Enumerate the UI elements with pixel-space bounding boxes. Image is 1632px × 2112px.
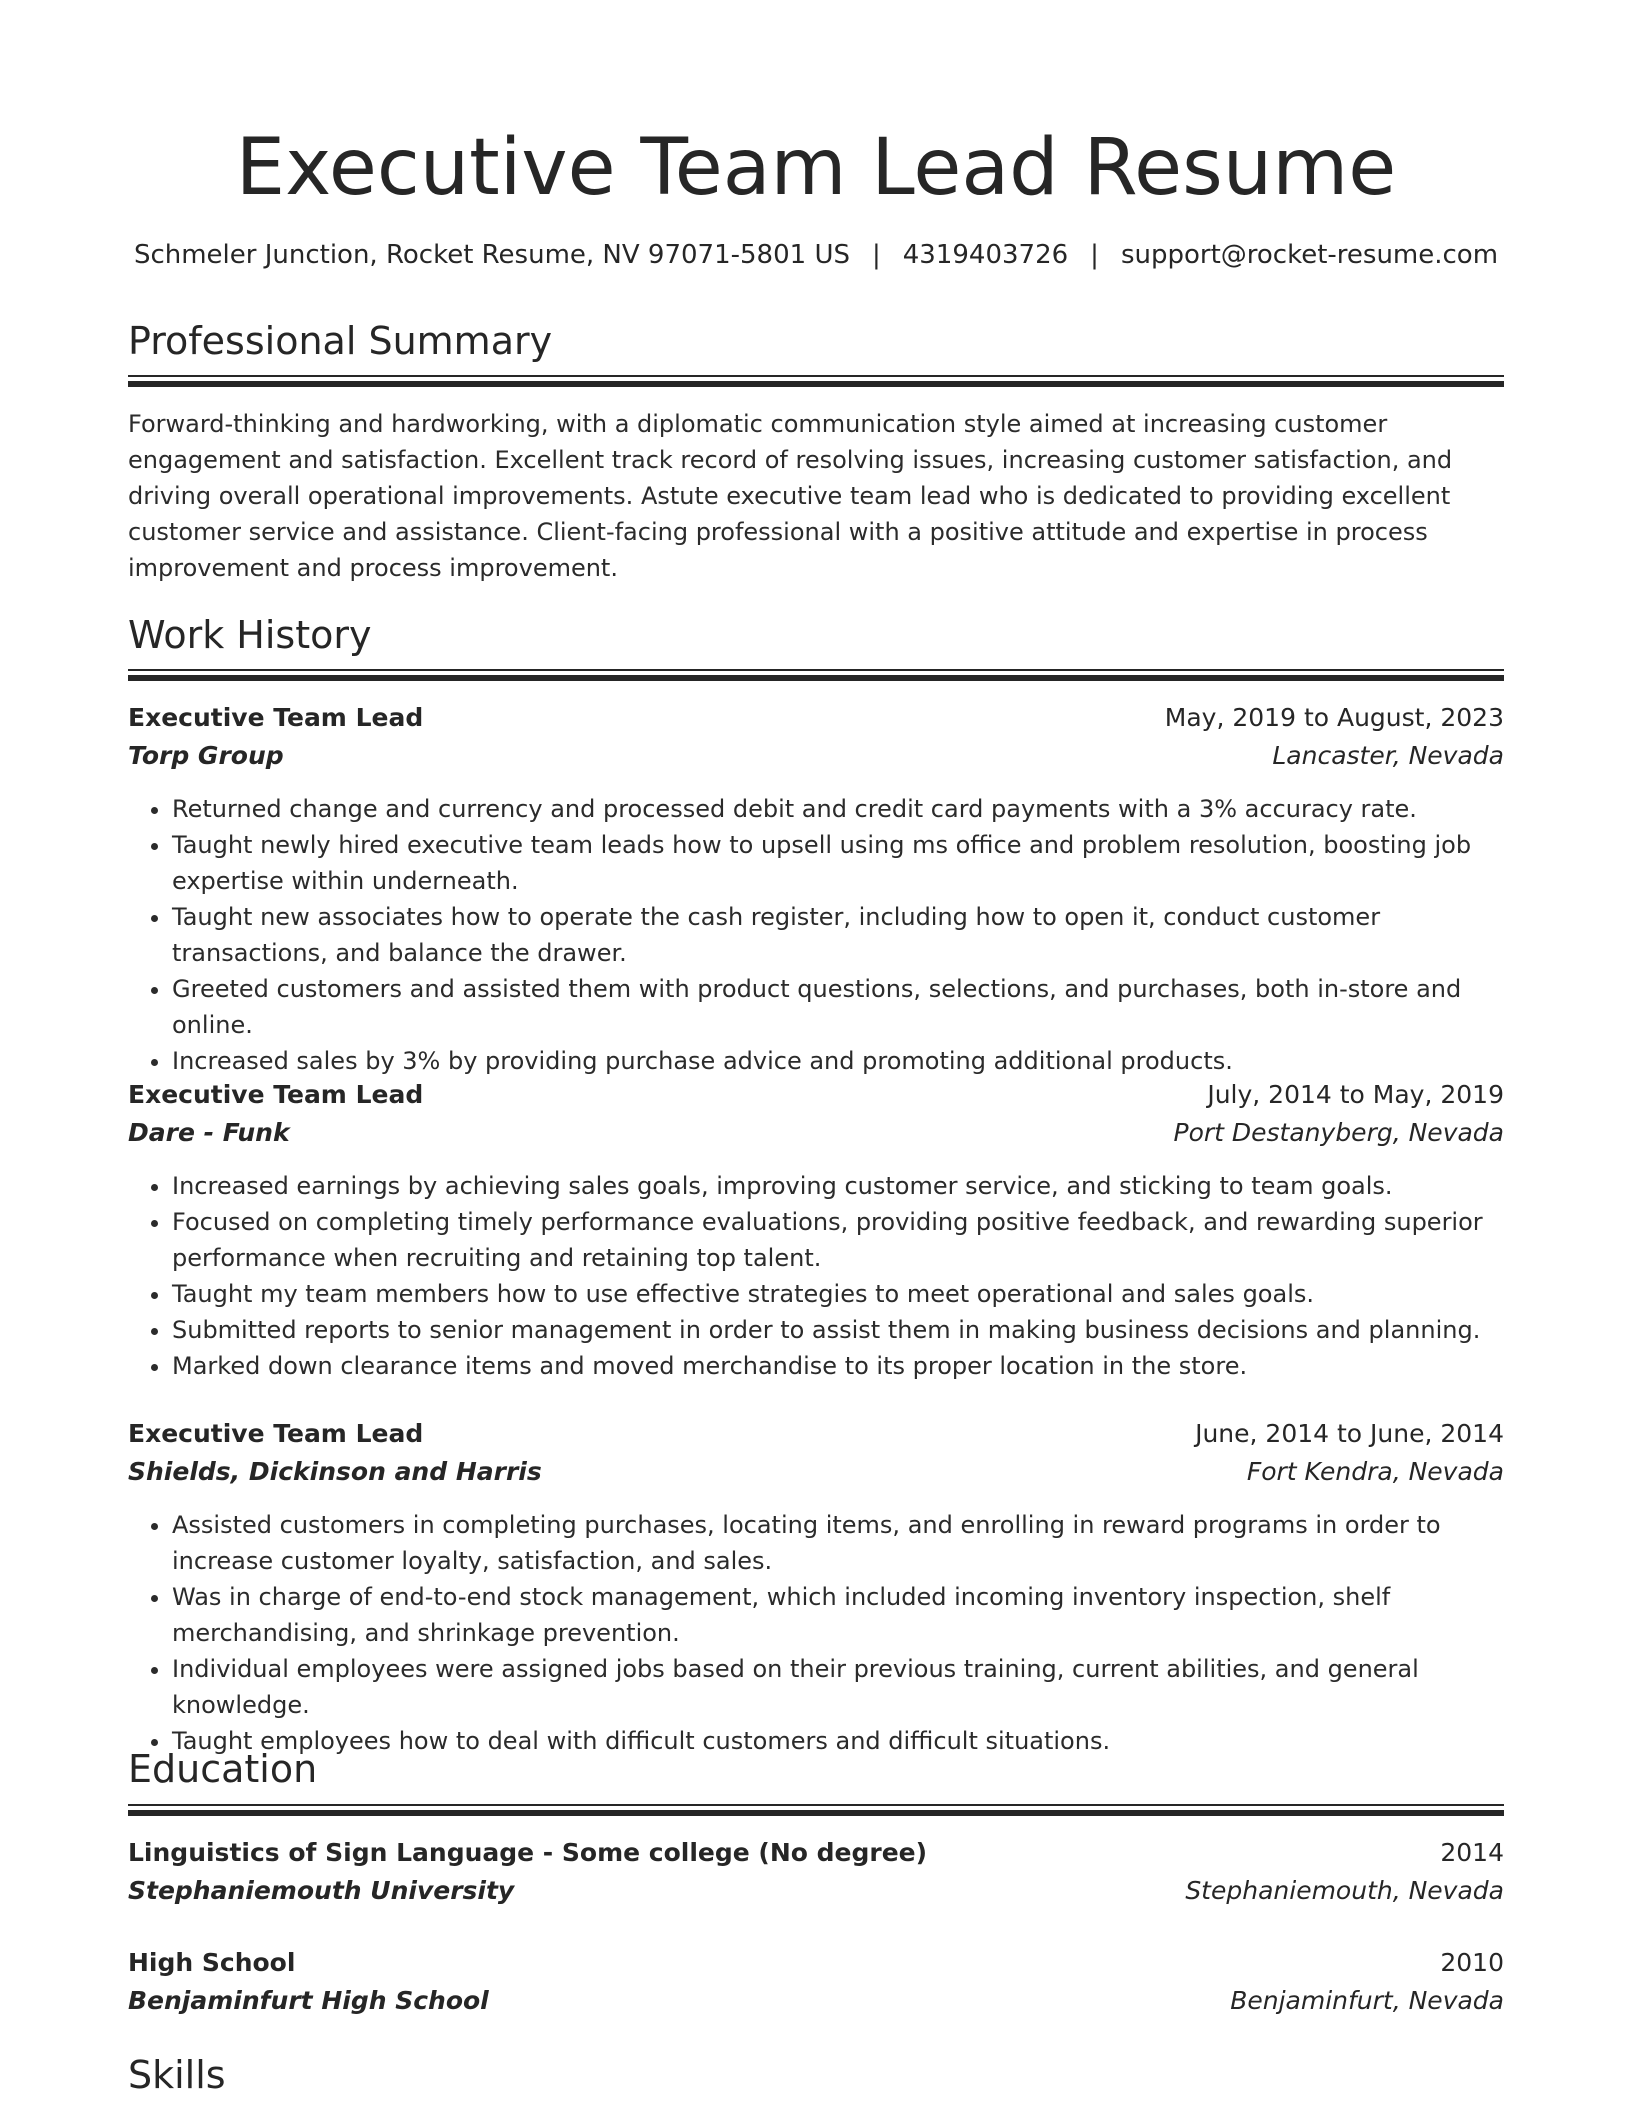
section-divider [128, 675, 1504, 681]
education-school: Stephaniemouth University [128, 1876, 515, 1905]
job-title: Executive Team Lead [128, 1080, 424, 1109]
job-entry [128, 1076, 1504, 1384]
education-location: Stephaniemouth, Nevada [1185, 1876, 1504, 1905]
job-title: Executive Team Lead [128, 703, 424, 732]
education-degree: Linguistics of Sign Language - Some college (No degree) [128, 1838, 928, 1867]
list-item: • Individual employees were assigned jobs based on their previous training, current abilities, and general knowledge. [172, 1651, 1504, 1723]
list-item: • Increased sales by 3% by providing purchase advice and promoting additional products. [172, 1043, 1504, 1079]
work-section-header [128, 610, 1504, 660]
contact-line [128, 238, 1504, 272]
job-bullets [128, 791, 1504, 1079]
list-item: • Increased earnings by achieving sales goals, improving customer service, and sticking to team goals. [172, 1168, 1504, 1204]
list-item: • Was in charge of end-to-end stock management, which included incoming inventory inspection, shelf merchandising, and shrinkage prevention. [172, 1579, 1504, 1651]
contact-separator: | [1090, 240, 1099, 270]
job-dates: May, 2019 to August, 2023 [1164, 703, 1504, 732]
job-title: Executive Team Lead [128, 1419, 424, 1448]
job-entry [128, 699, 1504, 1079]
list-item: • Taught newly hired executive team leads how to upsell using ms office and problem resolution, boosting job expertise within underneath. [172, 827, 1504, 899]
education-year: 2014 [1440, 1838, 1504, 1867]
job-location: Port Destanyberg, Nevada [1173, 1118, 1504, 1147]
job-bullets [128, 1507, 1504, 1759]
education-section-header [128, 1744, 1504, 1794]
job-location: Lancaster, Nevada [1272, 741, 1504, 770]
contact-address: Schmeler Junction, Rocket Resume, NV 97071-5801 US [133, 240, 850, 270]
contact-email[interactable]: support@rocket-resume.com [1120, 240, 1499, 270]
section-divider [128, 1804, 1504, 1806]
work-heading: Work History [128, 613, 372, 657]
education-school: Benjaminfurt High School [128, 1986, 489, 2015]
contact-phone: 4319403726 [902, 240, 1069, 270]
section-divider [128, 1810, 1504, 1816]
job-company: Torp Group [128, 741, 284, 770]
section-divider [128, 381, 1504, 387]
list-item: • Assisted customers in completing purchases, locating items, and enrolling in reward programs in order to increase customer loyalty, satisfaction, and sales. [172, 1507, 1504, 1579]
education-entry [128, 1944, 1504, 2020]
education-entry [128, 1834, 1504, 1910]
job-dates: July, 2014 to May, 2019 [1207, 1080, 1504, 1109]
skills-section-header [128, 2050, 1504, 2100]
summary-text: Forward-thinking and hardworking, with a diplomatic communication style aimed at increasing customer engagement and satisfaction. Excellent track record of resolving issues, increasing customer satisfaction, and driving overall operational improvements. Astute executive team lead who is dedicated to providing excellent customer service and assistance. Client-facing professional with a positive attitude and expertise in process improvement and process improvement. [128, 410, 1453, 582]
job-location: Fort Kendra, Nevada [1246, 1457, 1504, 1486]
skills-heading: Skills [128, 2053, 226, 2097]
summary-section-header [128, 316, 1504, 366]
list-item: • Taught my team members how to use effective strategies to meet operational and sales goals. [172, 1276, 1504, 1312]
job-entry [128, 1415, 1504, 1759]
list-item: • Greeted customers and assisted them with product questions, selections, and purchases, both in-store and online. [172, 971, 1504, 1043]
education-location: Benjaminfurt, Nevada [1230, 1986, 1504, 2015]
list-item: • Taught employees how to deal with difficult customers and difficult situations. [172, 1723, 1504, 1759]
resume-title: Executive Team Lead Resume [235, 123, 1397, 213]
summary-heading: Professional Summary [128, 319, 553, 363]
education-degree: High School [128, 1948, 296, 1977]
job-company: Dare - Funk [128, 1118, 290, 1147]
list-item: • Submitted reports to senior management in order to assist them in making business decisions and planning. [172, 1312, 1504, 1348]
education-year: 2010 [1440, 1948, 1504, 1977]
education-heading: Education [128, 1747, 318, 1791]
list-item: • Taught new associates how to operate the cash register, including how to open it, conduct customer transactions, and balance the drawer. [172, 899, 1504, 971]
job-company: Shields, Dickinson and Harris [128, 1457, 542, 1486]
list-item: • Marked down clearance items and moved merchandise to its proper location in the store. [172, 1348, 1504, 1384]
section-divider [128, 375, 1504, 377]
list-item: • Focused on completing timely performance evaluations, providing positive feedback, and rewarding superior performance when recruiting and retaining top talent. [172, 1204, 1504, 1276]
section-divider [128, 669, 1504, 671]
job-dates: June, 2014 to June, 2014 [1195, 1419, 1504, 1448]
job-bullets [128, 1168, 1504, 1384]
contact-separator: | [871, 240, 881, 270]
list-item: • Returned change and currency and processed debit and credit card payments with a 3% accuracy rate. [172, 791, 1504, 827]
